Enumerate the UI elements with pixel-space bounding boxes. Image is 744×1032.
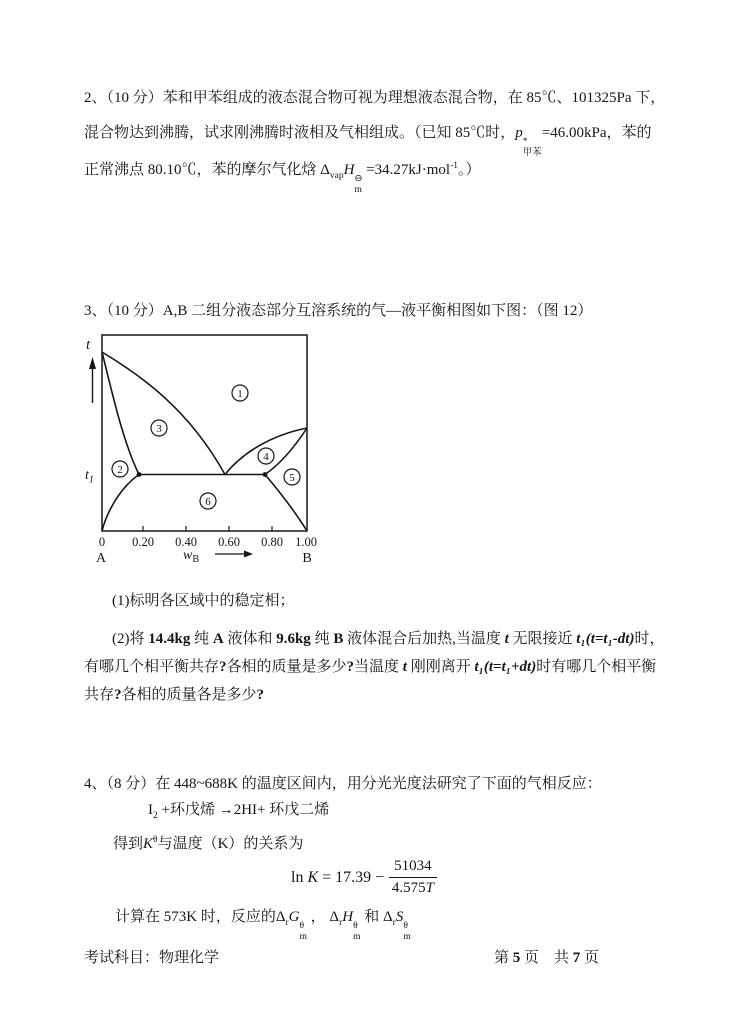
enthalpy-symbol: H: [343, 162, 355, 178]
x-tick-label-020: 0.20: [132, 535, 154, 549]
svg-text:4: 4: [263, 451, 269, 463]
gibbs-symbol: G: [288, 909, 300, 925]
left-lens-liquid-curve: [102, 352, 139, 475]
entropy-symbol: S: [395, 909, 404, 925]
lnk-equation: [291, 858, 437, 897]
pressure-supsub: * 甲苯: [522, 137, 542, 158]
iodine-symbol: I: [148, 802, 153, 818]
sub-question-2-line-2: 有哪几个相平衡共存?各相的质量是多少?当温度 t 刚刚离开 t₁(t=t₁+dt)时有哪几个相平衡: [84, 659, 657, 675]
footer-page-number: 第 5 页 共 7 页: [494, 950, 600, 966]
x-axis-arrowhead-icon: [244, 551, 253, 558]
sub-question-1: (1)标明各区域中的稳定相；: [112, 593, 295, 609]
question-2-line-3: [84, 156, 481, 195]
x-tick-label-0: 0: [98, 535, 106, 549]
t1-label: $t_1$: [85, 468, 94, 486]
x-tick-label-040: 0.40: [175, 535, 197, 549]
question-2-line-1: 2、（10 分）苯和甲苯组成的液态混合物可视为理想液态混合物，在 85℃、101325Pa 下，: [84, 90, 666, 106]
left-lens-vapor-curve: [102, 352, 225, 475]
x-axis-title: $w_B$: [183, 548, 200, 565]
question-2-line-2: [84, 123, 652, 158]
svg-text:3: 3: [156, 423, 162, 435]
region-3-label: [151, 420, 167, 436]
fraction-denominator: 4.575T: [391, 880, 434, 896]
sub-question-2-line-1: (2)将 14.4kg 纯 A 液体和 9.6kg 纯 B 液体混合后加热,当温度 t 无限接近 t₁(t=t₁-dt)时，: [112, 631, 665, 647]
left-solubility-curve: [102, 475, 139, 532]
phase-diagram-figure: [80, 330, 330, 575]
reaction-equation: $I_2$ +环戊烯 →2HI+ 环戊二烯: [148, 802, 330, 821]
region-4-label: [258, 448, 274, 464]
component-a-label: A: [95, 551, 107, 566]
x-tick-label-100: 1.00: [295, 535, 317, 549]
region-6-label: [200, 493, 216, 509]
enthalpy-symbol-q4: H: [342, 909, 354, 925]
svg-text:5: 5: [289, 472, 295, 484]
footer-subject: 考试科目：物理化学: [84, 950, 220, 966]
enthalpy-supsub: ⊖ m: [354, 174, 363, 195]
question-3-heading: 3、（10 分）A,B 二组分液态部分互溶系统的气—液平衡相图如下图：（图 12）: [84, 303, 593, 319]
region-5-label: [284, 469, 300, 485]
left-junction-dot: [137, 472, 142, 477]
delta-subscript: vap: [329, 171, 344, 181]
region-1-label: [232, 385, 248, 401]
fraction-numerator: 51034: [389, 858, 437, 878]
delta-symbol: Δ: [320, 162, 330, 178]
svg-text:6: 6: [205, 496, 211, 508]
question-2-line-3-text: 正常沸点 80.10℃，苯的摩尔气化焓: [84, 162, 321, 178]
equilibrium-constant-symbol: K: [143, 836, 154, 852]
question-2-line-2-text: 混合物达到沸腾，试求刚沸腾时液相及气相组成。（已知 85℃时，: [84, 125, 516, 141]
question-2-line-3-tail: 。）: [458, 162, 481, 178]
reaction-arrow-icon: →: [218, 802, 234, 818]
svg-text:2: 2: [117, 464, 123, 476]
pressure-symbol: p: [515, 125, 523, 141]
region-2-label: [112, 461, 128, 477]
equation-fraction: [389, 858, 437, 897]
question-2-line-2-tail: =46.00kPa，苯的: [541, 125, 652, 141]
y-axis-arrowhead-icon: [89, 357, 96, 369]
sub-question-2-line-3: 共存?各相的质量各是多少?: [84, 687, 265, 703]
component-b-label: B: [302, 551, 312, 566]
y-axis-title: t: [86, 337, 91, 353]
question-4-heading: 4、（8 分）在 448~688K 的温度区间内，用分光光度法研究了下面的气相反应：: [84, 776, 602, 792]
calculation-request-line: 计算在 573K 时，反应的$\Delta_rG$ θ m ， $\Delta_rH$ θ m 和 $\Delta_rS$ θ m: [115, 909, 411, 942]
mol-exponent: -1: [450, 161, 459, 171]
k-relation-line: 得到$K^\theta$与温度（K）的关系为: [113, 835, 304, 852]
svg-text:1: 1: [237, 388, 243, 400]
x-tick-label-080: 0.80: [261, 535, 283, 549]
x-tick-label-060: 0.60: [218, 535, 240, 549]
enthalpy-value: =34.27kJ·mol: [362, 162, 451, 178]
lnk-lhs: ln K = 17.39 −: [291, 868, 385, 886]
right-junction-dot: [263, 472, 268, 477]
